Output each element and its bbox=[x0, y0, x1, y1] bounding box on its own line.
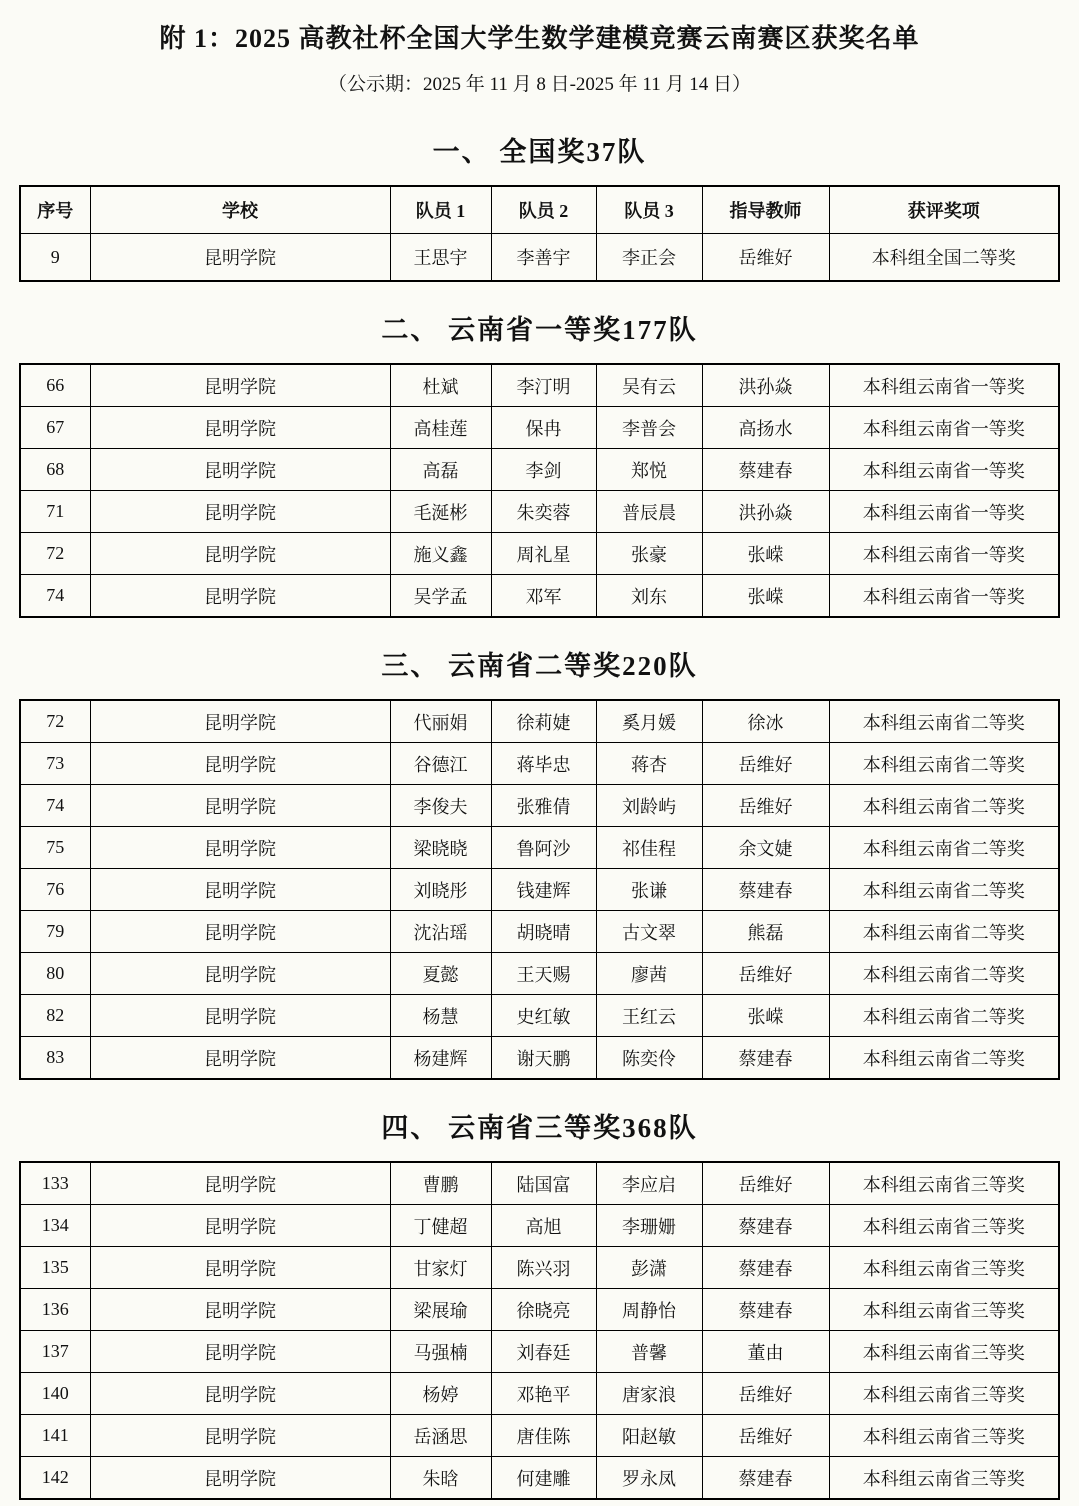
table-cell: 76 bbox=[20, 869, 90, 911]
table-cell: 张谦 bbox=[596, 869, 702, 911]
table-cell: 昆明学院 bbox=[90, 533, 390, 575]
table-cell: 本科组云南省三等奖 bbox=[829, 1289, 1059, 1331]
table-cell: 王天赐 bbox=[491, 953, 596, 995]
table-cell: 施义鑫 bbox=[390, 533, 491, 575]
table-cell: 蔡建春 bbox=[702, 1289, 829, 1331]
table-cell: 岳维好 bbox=[702, 1162, 829, 1205]
table-cell: 杨慧 bbox=[390, 995, 491, 1037]
table-cell: 陈奕伶 bbox=[596, 1037, 702, 1080]
table-cell: 徐莉婕 bbox=[491, 700, 596, 743]
table-header-cell: 队员 1 bbox=[390, 186, 491, 234]
table-cell: 82 bbox=[20, 995, 90, 1037]
table-cell: 本科组云南省二等奖 bbox=[829, 869, 1059, 911]
table-cell: 丁健超 bbox=[390, 1205, 491, 1247]
table-cell: 刘东 bbox=[596, 575, 702, 618]
table-cell: 陆国富 bbox=[491, 1162, 596, 1205]
table-cell: 余文婕 bbox=[702, 827, 829, 869]
table-row bbox=[20, 491, 1059, 533]
table-cell: 普辰晨 bbox=[596, 491, 702, 533]
table-cell: 徐晓亮 bbox=[491, 1289, 596, 1331]
table-cell: 昆明学院 bbox=[90, 1289, 390, 1331]
table-cell: 本科组云南省一等奖 bbox=[829, 491, 1059, 533]
table-cell: 夏懿 bbox=[390, 953, 491, 995]
table-cell: 本科组全国二等奖 bbox=[829, 234, 1059, 282]
table-cell: 代丽娟 bbox=[390, 700, 491, 743]
table-cell: 本科组云南省一等奖 bbox=[829, 364, 1059, 407]
table-cell: 本科组云南省三等奖 bbox=[829, 1415, 1059, 1457]
table-cell: 杜斌 bbox=[390, 364, 491, 407]
table-row bbox=[20, 827, 1059, 869]
table-cell: 马强楠 bbox=[390, 1331, 491, 1373]
table-row bbox=[20, 953, 1059, 995]
table-row bbox=[20, 1331, 1059, 1373]
table-cell: 昆明学院 bbox=[90, 785, 390, 827]
table-cell: 昆明学院 bbox=[90, 364, 390, 407]
table-cell: 本科组云南省三等奖 bbox=[829, 1457, 1059, 1500]
table-row bbox=[20, 995, 1059, 1037]
table-cell: 刘龄屿 bbox=[596, 785, 702, 827]
table-cell: 140 bbox=[20, 1373, 90, 1415]
table-cell: 周静怡 bbox=[596, 1289, 702, 1331]
table-cell: 蔡建春 bbox=[702, 869, 829, 911]
table-cell: 岳维好 bbox=[702, 1415, 829, 1457]
table-cell: 蔡建春 bbox=[702, 1457, 829, 1500]
table-cell: 陈兴羽 bbox=[491, 1247, 596, 1289]
table-cell: 本科组云南省二等奖 bbox=[829, 827, 1059, 869]
table-row bbox=[20, 1037, 1059, 1080]
table-header-cell: 序号 bbox=[20, 186, 90, 234]
table-cell: 岳维好 bbox=[702, 785, 829, 827]
table-cell: 昆明学院 bbox=[90, 700, 390, 743]
table-cell: 周礼星 bbox=[491, 533, 596, 575]
table-cell: 昆明学院 bbox=[90, 575, 390, 618]
table-cell: 本科组云南省二等奖 bbox=[829, 700, 1059, 743]
table-row bbox=[20, 911, 1059, 953]
table-cell: 昆明学院 bbox=[90, 491, 390, 533]
table-cell: 83 bbox=[20, 1037, 90, 1080]
table-cell: 李汀明 bbox=[491, 364, 596, 407]
table-cell: 朱晗 bbox=[390, 1457, 491, 1500]
table-row bbox=[20, 407, 1059, 449]
page-subtitle: （公示期：2025 年 11 月 8 日-2025 年 11 月 14 日） bbox=[328, 74, 751, 95]
table-cell: 9 bbox=[20, 234, 90, 282]
table-cell: 熊磊 bbox=[702, 911, 829, 953]
table-cell: 朱奕蓉 bbox=[491, 491, 596, 533]
table-cell: 本科组云南省三等奖 bbox=[829, 1331, 1059, 1373]
table-cell: 本科组云南省二等奖 bbox=[829, 1037, 1059, 1080]
table-cell: 74 bbox=[20, 575, 90, 618]
table-cell: 昆明学院 bbox=[90, 1037, 390, 1080]
table-cell: 董由 bbox=[702, 1331, 829, 1373]
table-cell: 王红云 bbox=[596, 995, 702, 1037]
table-cell: 135 bbox=[20, 1247, 90, 1289]
table-cell: 141 bbox=[20, 1415, 90, 1457]
table-cell: 彭潇 bbox=[596, 1247, 702, 1289]
table-cell: 昆明学院 bbox=[90, 995, 390, 1037]
table-cell: 72 bbox=[20, 700, 90, 743]
table-cell: 昆明学院 bbox=[90, 1247, 390, 1289]
table-cell: 昆明学院 bbox=[90, 1415, 390, 1457]
table-cell: 昆明学院 bbox=[90, 953, 390, 995]
table-cell: 昆明学院 bbox=[90, 743, 390, 785]
table-cell: 136 bbox=[20, 1289, 90, 1331]
table-cell: 罗永凤 bbox=[596, 1457, 702, 1500]
table-cell: 李普会 bbox=[596, 407, 702, 449]
table-cell: 昆明学院 bbox=[90, 234, 390, 282]
table-row bbox=[20, 1205, 1059, 1247]
table-cell: 李俊夫 bbox=[390, 785, 491, 827]
table-cell: 岳涵思 bbox=[390, 1415, 491, 1457]
table-cell: 蔡建春 bbox=[702, 1037, 829, 1080]
table-row bbox=[20, 1247, 1059, 1289]
table-cell: 李善宇 bbox=[491, 234, 596, 282]
table-row bbox=[20, 364, 1059, 407]
table-cell: 本科组云南省三等奖 bbox=[829, 1205, 1059, 1247]
table-cell: 142 bbox=[20, 1457, 90, 1500]
table-row bbox=[20, 533, 1059, 575]
table-cell: 本科组云南省一等奖 bbox=[829, 407, 1059, 449]
table-cell: 79 bbox=[20, 911, 90, 953]
table-cell: 岳维好 bbox=[702, 234, 829, 282]
table-cell: 刘晓彤 bbox=[390, 869, 491, 911]
table-cell: 杨婷 bbox=[390, 1373, 491, 1415]
table-cell: 蒋毕忠 bbox=[491, 743, 596, 785]
table-cell: 胡晓晴 bbox=[491, 911, 596, 953]
table-cell: 本科组云南省二等奖 bbox=[829, 911, 1059, 953]
table-cell: 徐冰 bbox=[702, 700, 829, 743]
table-cell: 80 bbox=[20, 953, 90, 995]
table-cell: 李应启 bbox=[596, 1162, 702, 1205]
table-cell: 鲁阿沙 bbox=[491, 827, 596, 869]
table-cell: 本科组云南省二等奖 bbox=[829, 785, 1059, 827]
table-cell: 蔡建春 bbox=[702, 1205, 829, 1247]
table-cell: 李正会 bbox=[596, 234, 702, 282]
table-cell: 72 bbox=[20, 533, 90, 575]
table-cell: 137 bbox=[20, 1331, 90, 1373]
table-cell: 蒋杏 bbox=[596, 743, 702, 785]
table-cell: 73 bbox=[20, 743, 90, 785]
table-row bbox=[20, 743, 1059, 785]
table-cell: 曹鹏 bbox=[390, 1162, 491, 1205]
table-cell: 甘家灯 bbox=[390, 1247, 491, 1289]
table-header-cell: 学校 bbox=[90, 186, 390, 234]
table-row bbox=[20, 449, 1059, 491]
table-cell: 昆明学院 bbox=[90, 1331, 390, 1373]
table-cell: 梁展瑜 bbox=[390, 1289, 491, 1331]
section-heading-province-third-prize: 四、 云南省三等奖368队 bbox=[381, 1113, 698, 1143]
table-cell: 唐佳陈 bbox=[491, 1415, 596, 1457]
table-cell: 昆明学院 bbox=[90, 1205, 390, 1247]
table-cell: 本科组云南省一等奖 bbox=[829, 575, 1059, 618]
table-cell: 洪孙焱 bbox=[702, 491, 829, 533]
table-cell: 梁晓晓 bbox=[390, 827, 491, 869]
table-cell: 高扬水 bbox=[702, 407, 829, 449]
table-cell: 保冉 bbox=[491, 407, 596, 449]
table-row bbox=[20, 1289, 1059, 1331]
table-cell: 沈沾瑶 bbox=[390, 911, 491, 953]
table-cell: 廖茜 bbox=[596, 953, 702, 995]
table-cell: 昆明学院 bbox=[90, 407, 390, 449]
table-cell: 史红敏 bbox=[491, 995, 596, 1037]
section-heading-province-second-prize: 三、 云南省二等奖220队 bbox=[381, 651, 698, 681]
table-cell: 134 bbox=[20, 1205, 90, 1247]
table-cell: 李珊姗 bbox=[596, 1205, 702, 1247]
table-cell: 何建雕 bbox=[491, 1457, 596, 1500]
table-header-cell: 指导教师 bbox=[702, 186, 829, 234]
table-cell: 岳维好 bbox=[702, 1373, 829, 1415]
national-award-table bbox=[19, 185, 1060, 282]
table-cell: 66 bbox=[20, 364, 90, 407]
table-cell: 高桂莲 bbox=[390, 407, 491, 449]
table-cell: 昆明学院 bbox=[90, 1373, 390, 1415]
table-cell: 71 bbox=[20, 491, 90, 533]
table-cell: 本科组云南省二等奖 bbox=[829, 995, 1059, 1037]
table-cell: 阳赵敏 bbox=[596, 1415, 702, 1457]
table-row bbox=[20, 575, 1059, 618]
table-row bbox=[20, 869, 1059, 911]
table-row bbox=[20, 1415, 1059, 1457]
table-cell: 奚月媛 bbox=[596, 700, 702, 743]
table-cell: 133 bbox=[20, 1162, 90, 1205]
table-cell: 张嵘 bbox=[702, 575, 829, 618]
table-cell: 本科组云南省二等奖 bbox=[829, 743, 1059, 785]
table-row bbox=[20, 700, 1059, 743]
table-cell: 蔡建春 bbox=[702, 1247, 829, 1289]
section-heading-province-first-prize: 二、 云南省一等奖177队 bbox=[381, 315, 698, 345]
table-cell: 杨建辉 bbox=[390, 1037, 491, 1080]
section-heading-national-award: 一、 全国奖37队 bbox=[432, 137, 647, 167]
table-cell: 张嵘 bbox=[702, 995, 829, 1037]
table-cell: 岳维好 bbox=[702, 953, 829, 995]
table-cell: 邓艳平 bbox=[491, 1373, 596, 1415]
table-cell: 昆明学院 bbox=[90, 1457, 390, 1500]
table-cell: 本科组云南省三等奖 bbox=[829, 1247, 1059, 1289]
table-cell: 洪孙焱 bbox=[702, 364, 829, 407]
table-cell: 本科组云南省一等奖 bbox=[829, 449, 1059, 491]
table-header-cell: 队员 2 bbox=[491, 186, 596, 234]
province-first-prize-table bbox=[19, 363, 1060, 618]
table-cell: 毛涎彬 bbox=[390, 491, 491, 533]
table-cell: 岳维好 bbox=[702, 743, 829, 785]
table-cell: 昆明学院 bbox=[90, 449, 390, 491]
table-cell: 昆明学院 bbox=[90, 869, 390, 911]
table-cell: 郑悦 bbox=[596, 449, 702, 491]
table-cell: 吴有云 bbox=[596, 364, 702, 407]
table-cell: 本科组云南省三等奖 bbox=[829, 1162, 1059, 1205]
table-cell: 谢天鹏 bbox=[491, 1037, 596, 1080]
table-cell: 蔡建春 bbox=[702, 449, 829, 491]
table-row bbox=[20, 1373, 1059, 1415]
table-cell: 普馨 bbox=[596, 1331, 702, 1373]
table-row bbox=[20, 234, 1059, 282]
table-cell: 本科组云南省三等奖 bbox=[829, 1373, 1059, 1415]
table-cell: 68 bbox=[20, 449, 90, 491]
table-cell: 张豪 bbox=[596, 533, 702, 575]
province-third-prize-table bbox=[19, 1161, 1060, 1500]
table-cell: 唐家浪 bbox=[596, 1373, 702, 1415]
table-row bbox=[20, 1457, 1059, 1500]
table-cell: 张雅倩 bbox=[491, 785, 596, 827]
table-row bbox=[20, 1162, 1059, 1205]
table-cell: 高旭 bbox=[491, 1205, 596, 1247]
table-row bbox=[20, 785, 1059, 827]
table-cell: 74 bbox=[20, 785, 90, 827]
table-cell: 昆明学院 bbox=[90, 911, 390, 953]
table-cell: 本科组云南省一等奖 bbox=[829, 533, 1059, 575]
table-cell: 王思宇 bbox=[390, 234, 491, 282]
table-cell: 高磊 bbox=[390, 449, 491, 491]
table-header-cell: 队员 3 bbox=[596, 186, 702, 234]
table-cell: 刘春廷 bbox=[491, 1331, 596, 1373]
table-cell: 67 bbox=[20, 407, 90, 449]
table-cell: 昆明学院 bbox=[90, 827, 390, 869]
table-cell: 邓军 bbox=[491, 575, 596, 618]
table-cell: 谷德江 bbox=[390, 743, 491, 785]
table-cell: 祁佳程 bbox=[596, 827, 702, 869]
table-header-row bbox=[20, 186, 1059, 234]
table-cell: 昆明学院 bbox=[90, 1162, 390, 1205]
table-cell: 钱建辉 bbox=[491, 869, 596, 911]
province-second-prize-table bbox=[19, 699, 1060, 1080]
table-cell: 古文翠 bbox=[596, 911, 702, 953]
page-title: 附 1：2025 高教社杯全国大学生数学建模竞赛云南赛区获奖名单 bbox=[159, 24, 920, 53]
table-cell: 张嵘 bbox=[702, 533, 829, 575]
table-cell: 李剑 bbox=[491, 449, 596, 491]
table-cell: 本科组云南省二等奖 bbox=[829, 953, 1059, 995]
table-cell: 吴学孟 bbox=[390, 575, 491, 618]
table-cell: 75 bbox=[20, 827, 90, 869]
table-header-cell: 获评奖项 bbox=[829, 186, 1059, 234]
